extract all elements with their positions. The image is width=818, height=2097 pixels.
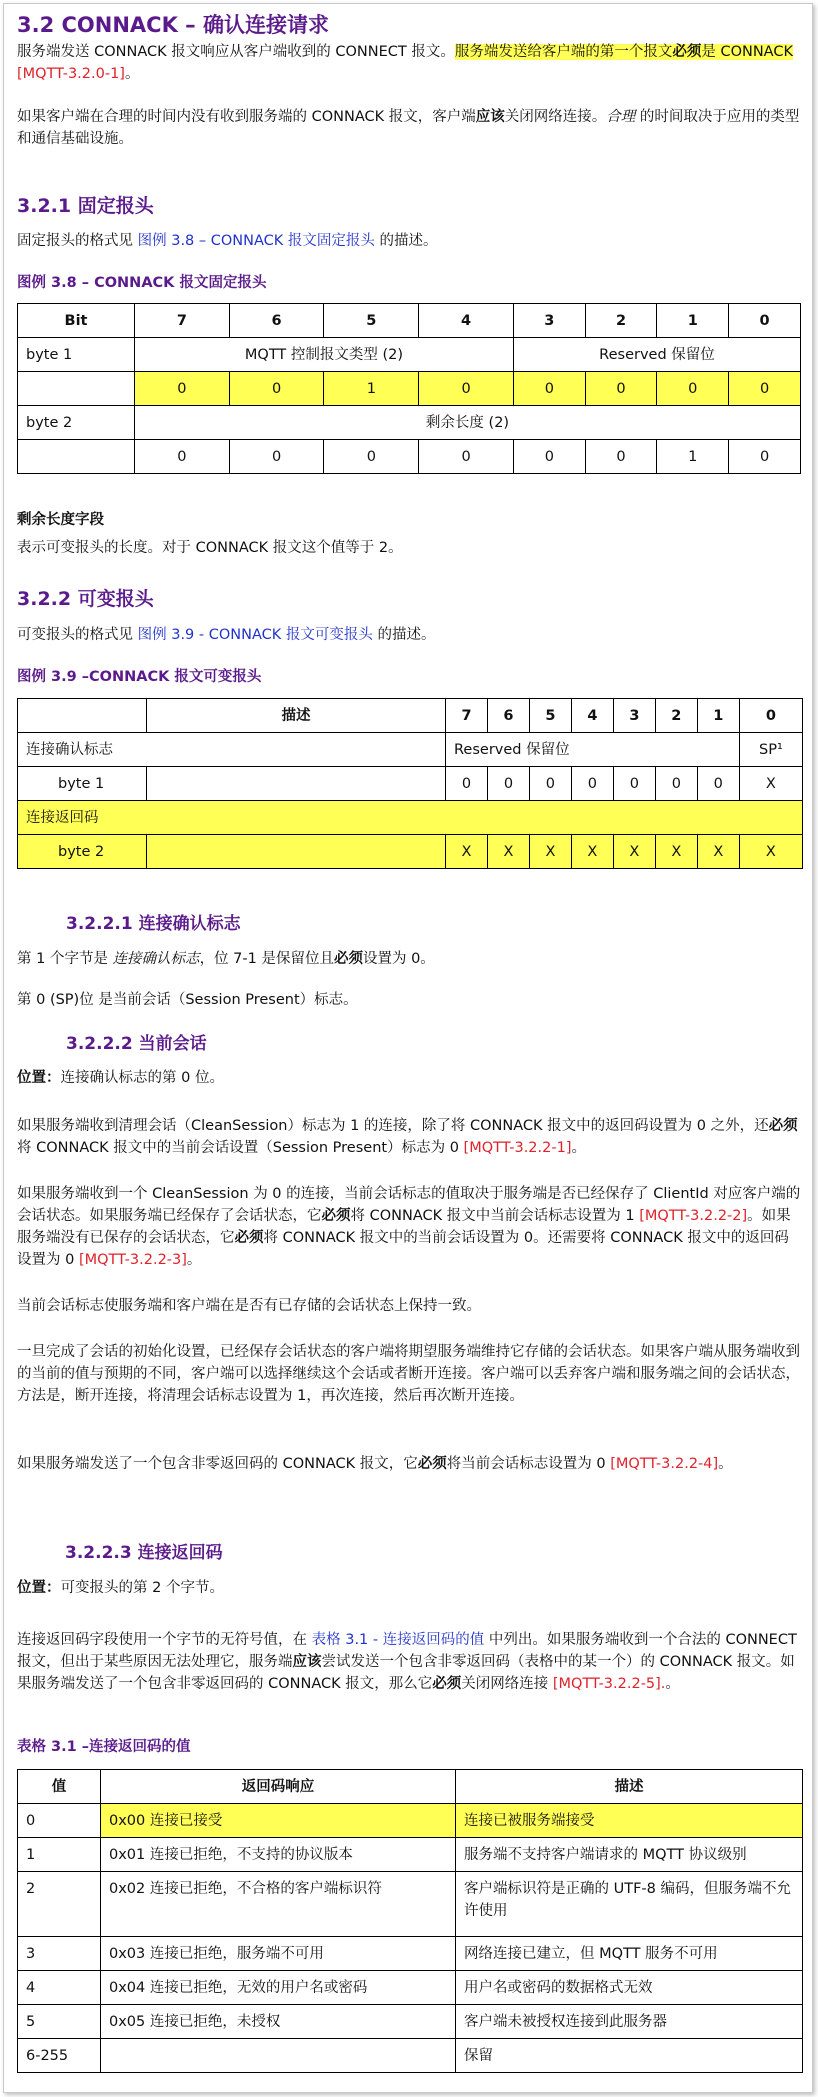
response-cell: 0x00 连接已接受	[101, 1804, 456, 1838]
intro-paragraph-2	[17, 106, 802, 150]
bit-cell: X	[613, 835, 655, 869]
bit-cell: 0	[487, 767, 529, 801]
return-code-label-cell: 连接返回码	[18, 801, 803, 835]
table-header-cell: 返回码响应	[101, 1770, 456, 1804]
italic-term: 合理	[606, 109, 636, 125]
period: 。	[124, 66, 140, 82]
response-cell: 0x02 连接已拒绝，不合格的客户端标识符	[101, 1872, 456, 1937]
section-title: 3.2 CONNACK – 确认连接请求	[17, 13, 329, 37]
figure-caption-3-9: 图例 3.9 –CONNACK 报文可变报头	[17, 669, 262, 685]
table-header-cell: 7	[446, 699, 488, 733]
table-header-cell	[18, 699, 147, 733]
table-header-cell: 值	[18, 1770, 101, 1804]
text: 关闭网络连接	[461, 1676, 553, 1692]
period: 。	[665, 1676, 680, 1692]
table-row	[18, 1937, 803, 1971]
bit-cell: 0	[229, 372, 324, 406]
table-row	[18, 1872, 803, 1937]
conformance-ref[interactable]: [MQTT-3.2.2-2]	[639, 1208, 748, 1224]
bit-cell: 0	[513, 440, 585, 474]
period: 。	[718, 1456, 733, 1472]
table-header-cell: 2	[655, 699, 697, 733]
intro-text-2c: 的时间取决于应用的类型和通信基础设施。	[17, 109, 800, 147]
bit-cell: 0	[324, 440, 419, 474]
table-header-cell: 5	[529, 699, 571, 733]
conformance-ref[interactable]: [MQTT-3.2.2-3]	[78, 1252, 187, 1268]
text: 如果服务端收到一个 CleanSession 为 0 的连接，当前会话标志的值取决于服务端是否已经保存了 ClientId 对应客户端的会话状态。如果服务端已经保存了会话状态，它	[17, 1186, 801, 1224]
table-header-cell: 6	[229, 304, 324, 338]
ack-flags-paragraph-1	[17, 948, 435, 970]
table-row	[18, 1838, 803, 1872]
bit-cell: 0	[585, 372, 657, 406]
table-header-cell: 3	[613, 699, 655, 733]
table-header-cell: 4	[419, 304, 514, 338]
desc-cell: 网络连接已建立，但 MQTT 服务不可用	[456, 1937, 803, 1971]
table-row	[18, 835, 803, 869]
bit-cell: 0	[529, 767, 571, 801]
intro-text-2a: 如果客户端在合理的时间内没有收到服务端的 CONNACK 报文，客户端	[17, 109, 476, 125]
conformance-ref[interactable]: [MQTT-3.2.2-5].	[552, 1676, 666, 1692]
table-header-row	[18, 304, 801, 338]
figure-caption-3-8: 图例 3.8 – CONNACK 报文固定报头	[17, 275, 267, 291]
text: ，位 7-1 是保留位且	[199, 951, 334, 967]
desc-text: 可变报头的格式见	[17, 627, 138, 643]
text: 尝试发送一个包含非零返回码（表格中的某一个）的 CONNACK 报文。如果服务端发送了一个包含非零返回码的 CONNACK 报文，那么它	[17, 1654, 795, 1692]
position-label: 位置：	[17, 1070, 61, 1086]
session-present-paragraph-5	[17, 1453, 802, 1475]
text: 如果服务端发送了一个包含非零返回码的 CONNACK 报文，它	[17, 1456, 418, 1472]
packet-type-cell: MQTT 控制报文类型 (2)	[135, 338, 514, 372]
bit-cell: X	[697, 835, 739, 869]
text: 将 CONNACK 报文中的当前会话设置（Session Present）标志为 0	[17, 1140, 464, 1156]
table-row	[18, 406, 801, 440]
table-header-cell: 5	[324, 304, 419, 338]
table-header-cell: 1	[657, 304, 729, 338]
reserved-cell: Reserved 保留位	[446, 733, 740, 767]
row-label: byte 2	[18, 406, 135, 440]
must-keyword: 必须	[234, 1230, 264, 1246]
text: 中列出。如果服务端收到一个合法的 CONNECT 报文，但出于某些原因无法处理它，服务端	[17, 1632, 797, 1670]
remaining-length-cell: 剩余长度 (2)	[135, 406, 801, 440]
bit-cell: 0	[697, 767, 739, 801]
table-header-cell: 2	[585, 304, 657, 338]
bit-cell: X	[739, 835, 802, 869]
bit-cell: 0	[229, 440, 324, 474]
value-cell: 2	[18, 1872, 101, 1937]
text: 将当前会话标志设置为 0	[446, 1456, 611, 1472]
bit-cell: 0	[655, 767, 697, 801]
table-header-cell: 0	[739, 699, 802, 733]
highlight-text-c: 是 CONNACK	[701, 44, 793, 60]
must-keyword: 必须	[333, 951, 363, 967]
conformance-ref[interactable]: [MQTT-3.2.2-4]	[610, 1456, 719, 1472]
bit-cell: X	[655, 835, 697, 869]
heading-fixed-header: 3.2.1 固定报头	[17, 195, 154, 217]
table-row	[18, 1971, 803, 2005]
session-present-paragraph-1	[17, 1115, 802, 1159]
intro-paragraph-1	[17, 41, 802, 85]
table-row	[18, 440, 801, 474]
must-keyword: 必	[672, 44, 687, 60]
ack-flags-paragraph-2: 第 0 (SP)位 是当前会话（Session Present）标志。	[17, 992, 358, 1008]
empty-cell	[18, 440, 135, 474]
response-cell: 0x05 连接已拒绝，未授权	[101, 2005, 456, 2039]
text: 连接返回码字段使用一个字节的无符号值，在	[17, 1632, 312, 1648]
position-text: 连接确认标志的第 0 位。	[60, 1070, 224, 1086]
bit-cell: 0	[419, 440, 514, 474]
figure-link[interactable]: 图例 3.9 - CONNACK 报文可变报头	[137, 627, 373, 643]
table-header-cell: 描述	[147, 699, 446, 733]
session-present-paragraph-2	[17, 1183, 802, 1271]
bit-cell: X	[739, 767, 802, 801]
row-label: byte 2	[18, 835, 147, 869]
sp-cell: SP¹	[739, 733, 802, 767]
document-page	[3, 3, 813, 2093]
response-cell: 0x03 连接已拒绝，服务端不可用	[101, 1937, 456, 1971]
table-header-cell: Bit	[18, 304, 135, 338]
table-row	[18, 733, 803, 767]
position-text: 可变报头的第 2 个字节。	[60, 1580, 224, 1596]
text: 如果服务端收到清理会话（CleanSession）标志为 1 的连接，除了将 CONNACK 报文中的返回码设置为 0 之外，还	[17, 1118, 769, 1134]
desc-text-end: 的描述。	[374, 233, 438, 249]
bit-cell: 1	[324, 372, 419, 406]
empty-cell	[147, 767, 446, 801]
bit-cell: 0	[446, 767, 488, 801]
should-keyword: 应该	[475, 109, 505, 125]
return-code-position	[17, 1577, 224, 1599]
intro-text-2b: 关闭网络连接。	[504, 109, 607, 125]
heading-variable-header: 3.2.2 可变报头	[17, 588, 154, 610]
session-present-paragraph-4: 一旦完成了会话的初始化设置，已经保存会话状态的客户端将期望服务端维持它存储的会话状态。如果客户端从服务端收到的当前的值与预期的不同，客户端可以选择继续这个会话或者断开连接。客户端可以丢弃客户端和服务端之间的会话状态，方法是，断开连接，将清理会话标志设置为 1，再次连接，然后再次断开连接。	[17, 1344, 800, 1404]
table-header-cell: 1	[697, 699, 739, 733]
table-header-cell: 6	[487, 699, 529, 733]
remaining-length-text: 表示可变报头的长度。对于 CONNACK 报文这个值等于 2。	[17, 540, 403, 556]
bit-cell: X	[529, 835, 571, 869]
bit-cell: 0	[419, 372, 514, 406]
table-header-cell: 7	[135, 304, 230, 338]
table-row	[18, 2005, 803, 2039]
period: 。	[186, 1252, 202, 1268]
table-link[interactable]: 表格 3.1 - 连接返回码的值	[311, 1632, 485, 1648]
response-cell	[101, 2039, 456, 2073]
empty-cell	[147, 835, 446, 869]
table-header-cell: 描述	[456, 1770, 803, 1804]
text: 第 1 个字节是	[17, 951, 113, 967]
bit-cell: 0	[729, 372, 801, 406]
bit-cell: 0	[585, 440, 657, 474]
desc-cell: 服务端不支持客户端请求的 MQTT 协议级别	[456, 1838, 803, 1872]
table-header-cell: 3	[513, 304, 585, 338]
table-row	[18, 767, 803, 801]
value-cell: 3	[18, 1937, 101, 1971]
response-cell: 0x04 连接已拒绝，无效的用户名或密码	[101, 1971, 456, 2005]
text: 将 CONNACK 报文中的当前会话设置为 0。还需要将 CONNACK 报文中的返回码设置为 0	[17, 1230, 789, 1268]
highlight-text-a: 服务端发送给客户端的第一个报文	[454, 44, 673, 60]
value-cell: 1	[18, 1838, 101, 1872]
return-code-paragraph	[17, 1629, 802, 1695]
desc-cell: 连接已被服务端接受	[456, 1804, 803, 1838]
response-cell: 0x01 连接已拒绝，不支持的协议版本	[101, 1838, 456, 1872]
table-row	[18, 1804, 803, 1838]
variable-header-desc	[17, 624, 435, 646]
table-header-row	[18, 699, 803, 733]
conformance-ref[interactable]: [MQTT-3.2.0-1]	[17, 66, 125, 82]
bit-cell: 0	[513, 372, 585, 406]
session-present-position	[17, 1067, 224, 1089]
session-present-paragraph-3: 当前会话标志使服务端和客户端在是否有已存储的会话状态上保持一致。	[17, 1298, 481, 1314]
fixed-header-desc	[17, 230, 438, 252]
bit-cell: 0	[657, 372, 729, 406]
table-row	[18, 2039, 803, 2073]
desc-text-end: 的描述。	[372, 627, 436, 643]
requirement-highlight	[455, 44, 793, 60]
conformance-ref[interactable]: [MQTT-3.2.2-1]	[463, 1140, 572, 1156]
value-cell: 4	[18, 1971, 101, 2005]
italic-term: 连接确认标志	[112, 951, 200, 967]
table-caption-3-1: 表格 3.1 –连接返回码的值	[17, 1739, 191, 1755]
row-label: byte 1	[18, 338, 135, 372]
must-keyword: 必须	[321, 1208, 351, 1224]
desc-text: 固定报头的格式见	[17, 233, 138, 249]
bit-cell: X	[571, 835, 613, 869]
heading-return-code: 3.2.2.3 连接返回码	[65, 1543, 223, 1563]
return-code-table	[17, 1769, 803, 2073]
must-keyword: 必须	[768, 1118, 798, 1134]
figure-link[interactable]: 图例 3.8 – CONNACK 报文固定报头	[137, 233, 375, 249]
bit-cell: 0	[135, 372, 230, 406]
text: 将 CONNACK 报文中当前会话标志设置为 1	[350, 1208, 640, 1224]
bit-cell: 0	[135, 440, 230, 474]
table-row	[18, 338, 801, 372]
bit-cell: X	[487, 835, 529, 869]
heading-ack-flags: 3.2.2.1 连接确认标志	[66, 914, 241, 934]
row-label: byte 1	[18, 767, 147, 801]
intro-text: 服务端发送 CONNACK 报文响应从客户端收到的 CONNECT 报文。	[17, 44, 455, 60]
variable-header-table	[17, 698, 803, 869]
should-keyword: 应该	[292, 1654, 322, 1670]
flags-label-cell: 连接确认标志	[18, 733, 446, 767]
table-header-row	[18, 1770, 803, 1804]
desc-cell: 客户端未被授权连接到此服务器	[456, 2005, 803, 2039]
bit-cell: 0	[729, 440, 801, 474]
bit-cell: 0	[613, 767, 655, 801]
table-row	[18, 801, 803, 835]
must-keyword: 必须	[432, 1676, 462, 1692]
value-cell: 0	[18, 1804, 101, 1838]
period: 。	[571, 1140, 586, 1156]
heading-session-present: 3.2.2.2 当前会话	[66, 1034, 207, 1054]
bit-cell: X	[446, 835, 488, 869]
table-header-cell: 4	[571, 699, 613, 733]
table-row	[18, 372, 801, 406]
remaining-length-heading: 剩余长度字段	[17, 512, 104, 528]
text: 。如果服务端没有已保存的会话状态，它	[17, 1208, 791, 1246]
desc-cell: 用户名或密码的数据格式无效	[456, 1971, 803, 2005]
desc-cell: 保留	[456, 2039, 803, 2073]
bit-cell: 0	[571, 767, 613, 801]
fixed-header-table	[17, 303, 801, 474]
value-cell: 5	[18, 2005, 101, 2039]
position-label: 位置：	[17, 1580, 61, 1596]
bit-cell: 1	[657, 440, 729, 474]
value-cell: 6-255	[18, 2039, 101, 2073]
empty-cell	[18, 372, 135, 406]
table-header-cell: 0	[729, 304, 801, 338]
text: 设置为 0。	[362, 951, 435, 967]
desc-cell: 客户端标识符是正确的 UTF-8 编码，但服务端不允许使用	[456, 1872, 803, 1937]
must-keyword-2: 须	[686, 44, 702, 60]
reserved-cell: Reserved 保留位	[513, 338, 800, 372]
must-keyword: 必须	[417, 1456, 447, 1472]
